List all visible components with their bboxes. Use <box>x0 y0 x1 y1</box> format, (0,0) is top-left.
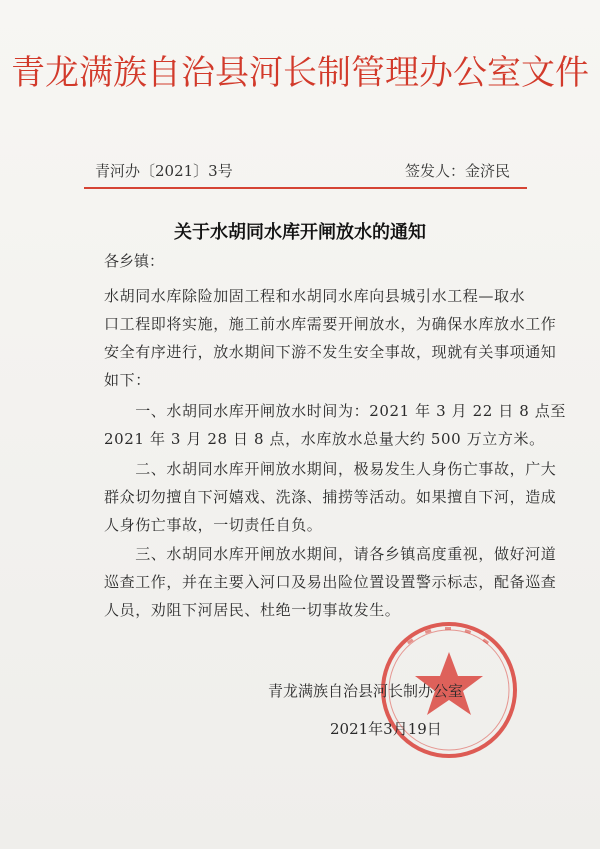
text-line: 群众切勿擅自下河嬉戏、洗涤、捕捞等活动。如果擅自下河，造成 <box>104 488 557 506</box>
text-line: 口工程即将实施，施工前水库需要开闸放水，为确保水库放水工作 <box>104 315 557 333</box>
signature-date: 2021年3月19日 <box>330 720 442 738</box>
text-line: 二、水胡同水库开闸放水期间，极易发生人身伤亡事故，广大 <box>104 460 557 478</box>
signature-office: 青龙满族自治县河长制办公室 <box>268 682 464 700</box>
paragraph-item-1 <box>104 397 566 453</box>
text-line: 三、水胡同水库开闸放水期间，请各乡镇高度重视，做好河道 <box>104 545 557 563</box>
notice-title: 关于水胡同水库开闸放水的通知 <box>174 222 426 243</box>
text-line: 人身伤亡事故，一切责任自负。 <box>104 516 323 534</box>
paragraph-item-2 <box>104 455 557 539</box>
text-line: 巡查工作，并在主要入河口及易出险位置设置警示标志，配备巡查 <box>104 573 557 591</box>
paragraph-item-3 <box>104 540 557 624</box>
text-line: 如下： <box>104 371 151 389</box>
text-line: 水胡同水库除险加固工程和水胡同水库向县城引水工程—取水 <box>104 287 526 305</box>
document-number: 青河办〔2021〕3号 <box>95 162 233 180</box>
issuer-line: 签发人：金济民 <box>405 162 511 180</box>
text-line: 2021 年 3 月 28 日 8 点，水库放水总量大约 500 万立方米。 <box>104 430 545 448</box>
text-line: 一、水胡同水库开闸放水时间为：2021 年 3 月 22 日 8 点至 <box>104 402 566 420</box>
text-line: 安全有序进行，放水期间下游不发生安全事故，现就有关事项通知 <box>104 343 557 361</box>
red-divider <box>84 187 527 189</box>
salutation: 各乡镇： <box>104 252 165 270</box>
text-line: 人员，劝阻下河居民、杜绝一切事故发生。 <box>104 601 401 619</box>
document-header-title: 青龙满族自治县河长制管理办公室文件 <box>11 53 589 93</box>
paragraph-intro <box>104 282 557 394</box>
